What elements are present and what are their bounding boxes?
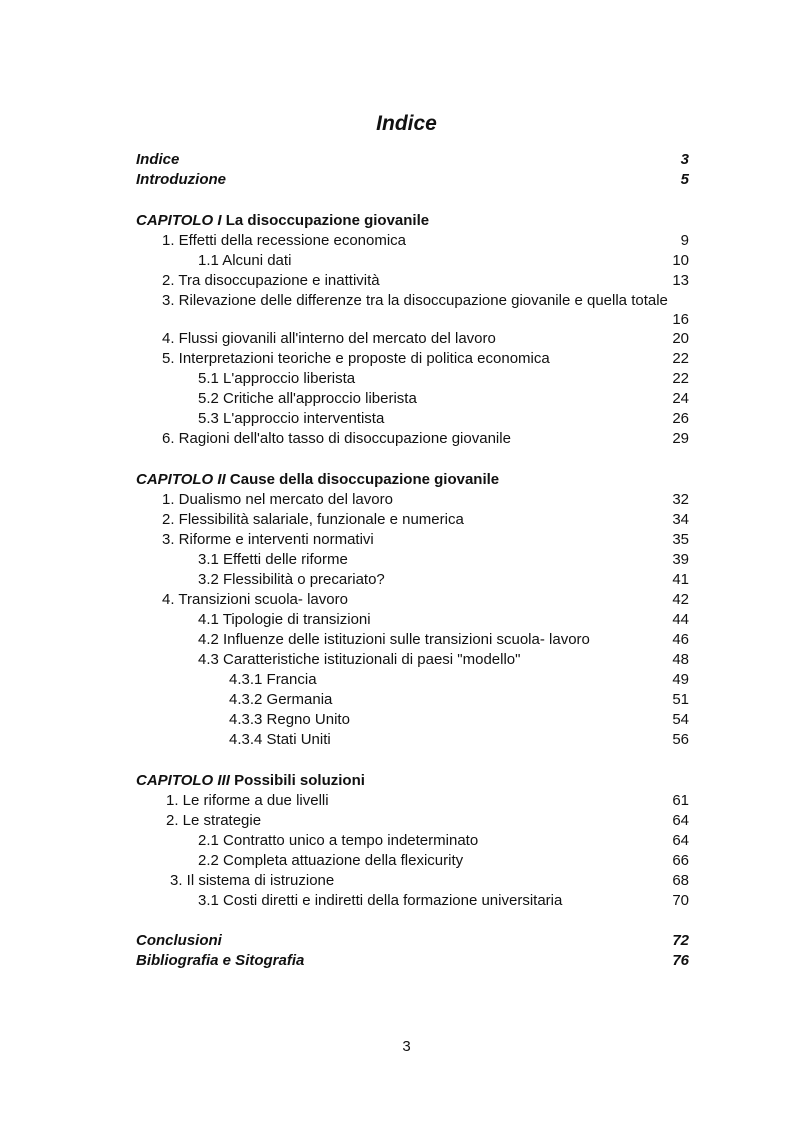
page-number: 3 xyxy=(680,151,689,168)
page-number: 29 xyxy=(672,430,689,447)
toc-entry[interactable] xyxy=(136,690,689,710)
toc-entry[interactable] xyxy=(136,251,689,271)
page-number: 64 xyxy=(672,812,689,829)
entry-label: 3. Il sistema di istruzione xyxy=(170,872,335,889)
chapter-heading-3[interactable] xyxy=(136,770,689,791)
page-number: 16 xyxy=(672,311,689,328)
toc-entry[interactable] xyxy=(136,570,689,590)
entry-label: 4.2 Influenze delle istituzioni sulle transizioni scuola- lavoro xyxy=(198,631,590,648)
entry-label: Introduzione xyxy=(136,171,226,188)
page-number: 56 xyxy=(672,731,689,748)
entry-label: 2.1 Contratto unico a tempo indeterminato xyxy=(198,832,479,849)
entry-label: Bibliografia e Sitografia xyxy=(136,952,305,969)
entry-label: 6. Ragioni dell'alto tasso di disoccupazione giovanile xyxy=(162,430,511,447)
page-number: 26 xyxy=(672,410,689,427)
entry-label: 4.1 Tipologie di transizioni xyxy=(198,611,371,628)
entry-label: 4.3.3 Regno Unito xyxy=(229,711,350,728)
entry-label: 4.3 Caratteristiche istituzionali di paesi "modello" xyxy=(198,651,521,668)
toc-entry[interactable] xyxy=(136,730,689,750)
entry-label: 3. Rilevazione delle differenze tra la disoccupazione giovanile e quella totale xyxy=(162,292,668,309)
toc-entry[interactable] xyxy=(136,630,689,650)
toc-entry[interactable] xyxy=(136,409,689,429)
page-number: 35 xyxy=(672,531,689,548)
entry-label: 3.1 Costi diretti e indiretti della formazione universitaria xyxy=(198,892,563,909)
toc-entry[interactable] xyxy=(136,349,689,369)
toc-entry-introduzione[interactable] xyxy=(136,170,689,190)
entry-label: 4.3.1 Francia xyxy=(229,671,317,688)
page-number: 22 xyxy=(672,370,689,387)
page-number: 13 xyxy=(672,272,689,289)
toc-entry[interactable] xyxy=(136,650,689,670)
entry-label: 5.2 Critiche all'approccio liberista xyxy=(198,390,417,407)
entry-label: 2. Flessibilità salariale, funzionale e numerica xyxy=(162,511,464,528)
toc-entry[interactable] xyxy=(136,389,689,409)
page-number: 51 xyxy=(672,691,689,708)
page-number: 68 xyxy=(672,872,689,889)
entry-label: 1. Effetti della recessione economica xyxy=(162,232,407,249)
toc-entry-indice[interactable] xyxy=(136,150,689,170)
page-number: 39 xyxy=(672,551,689,568)
toc-entry[interactable] xyxy=(136,710,689,730)
entry-label: 1.1 Alcuni dati xyxy=(198,252,292,269)
toc-entry[interactable] xyxy=(136,670,689,690)
entry-label: 4. Transizioni scuola- lavoro xyxy=(162,591,348,608)
toc-entry[interactable] xyxy=(136,490,689,510)
toc-entry-conclusioni[interactable] xyxy=(136,931,689,951)
page-number: 5 xyxy=(680,171,689,188)
toc-entry[interactable] xyxy=(136,231,689,251)
chapter-heading-2[interactable] xyxy=(136,469,689,490)
entry-label: 3.2 Flessibilità o precariato? xyxy=(198,571,385,588)
toc-entry[interactable] xyxy=(136,329,689,349)
page-number: 32 xyxy=(672,491,689,508)
page-number: 46 xyxy=(672,631,689,648)
page-number: 76 xyxy=(672,952,689,969)
page-number: 34 xyxy=(672,511,689,528)
entry-label: 4.3.4 Stati Uniti xyxy=(229,731,331,748)
chapter-title: La disoccupazione giovanile xyxy=(221,211,430,229)
page-number: 66 xyxy=(672,852,689,869)
page-number: 10 xyxy=(672,252,689,269)
page-number: 9 xyxy=(680,232,689,249)
page-number: 64 xyxy=(672,832,689,849)
chapter-title: Possibili soluzioni xyxy=(229,771,365,789)
toc-entry[interactable] xyxy=(136,891,689,911)
entry-label: 5. Interpretazioni teoriche e proposte di politica economica xyxy=(162,350,550,367)
toc-entry[interactable] xyxy=(136,610,689,630)
entry-label: 2. Le strategie xyxy=(166,812,262,829)
chapter-number: CAPITOLO II xyxy=(136,470,226,488)
entry-label: Indice xyxy=(136,151,180,168)
chapter-number: CAPITOLO III xyxy=(136,771,230,789)
entry-label: Conclusioni xyxy=(136,932,222,949)
table-of-contents xyxy=(136,150,689,971)
entry-label: 2.2 Completa attuazione della flexicurity xyxy=(198,852,464,869)
toc-entry[interactable] xyxy=(136,429,689,449)
toc-entry[interactable] xyxy=(136,831,689,851)
toc-entry[interactable] xyxy=(136,851,689,871)
toc-entry[interactable] xyxy=(136,369,689,389)
chapter-heading-1[interactable] xyxy=(136,210,689,231)
toc-entry[interactable] xyxy=(136,791,689,811)
toc-entry-bibliografia[interactable] xyxy=(136,951,689,971)
toc-entry[interactable] xyxy=(136,510,689,530)
entry-label: 3. Riforme e interventi normativi xyxy=(162,531,374,548)
entry-label: 1. Dualismo nel mercato del lavoro xyxy=(162,491,393,508)
entry-label: 2. Tra disoccupazione e inattività xyxy=(162,272,380,289)
page-number: 72 xyxy=(672,932,689,949)
page-number: 20 xyxy=(672,330,689,347)
toc-entry[interactable] xyxy=(136,590,689,610)
entry-label: 5.3 L'approccio interventista xyxy=(198,410,385,427)
page-number: 22 xyxy=(672,350,689,367)
toc-entry[interactable] xyxy=(136,530,689,550)
page-number: 42 xyxy=(672,591,689,608)
entry-label: 4. Flussi giovanili all'interno del mercato del lavoro xyxy=(162,330,496,347)
page-number: 41 xyxy=(672,571,689,588)
page-footer-number: 3 xyxy=(402,1038,411,1055)
page-number: 54 xyxy=(672,711,689,728)
page-number: 70 xyxy=(672,892,689,909)
page-number: 48 xyxy=(672,651,689,668)
entry-label: 1. Le riforme a due livelli xyxy=(166,792,329,809)
chapter-number: CAPITOLO I xyxy=(136,211,222,229)
entry-label: 4.3.2 Germania xyxy=(229,691,333,708)
entry-label: 3.1 Effetti delle riforme xyxy=(198,551,348,568)
toc-entry[interactable] xyxy=(136,871,689,891)
page-number: 24 xyxy=(672,390,689,407)
toc-entry[interactable] xyxy=(136,271,689,291)
toc-entry[interactable] xyxy=(136,811,689,831)
entry-label: 5.1 L'approccio liberista xyxy=(198,370,356,387)
page-number: 61 xyxy=(672,792,689,809)
chapter-title: Cause della disoccupazione giovanile xyxy=(229,470,500,488)
page-number: 49 xyxy=(672,671,689,688)
toc-entry[interactable] xyxy=(136,550,689,570)
toc-entry[interactable] xyxy=(136,291,689,329)
page-number: 44 xyxy=(672,611,689,628)
page-title: Indice xyxy=(376,112,437,135)
